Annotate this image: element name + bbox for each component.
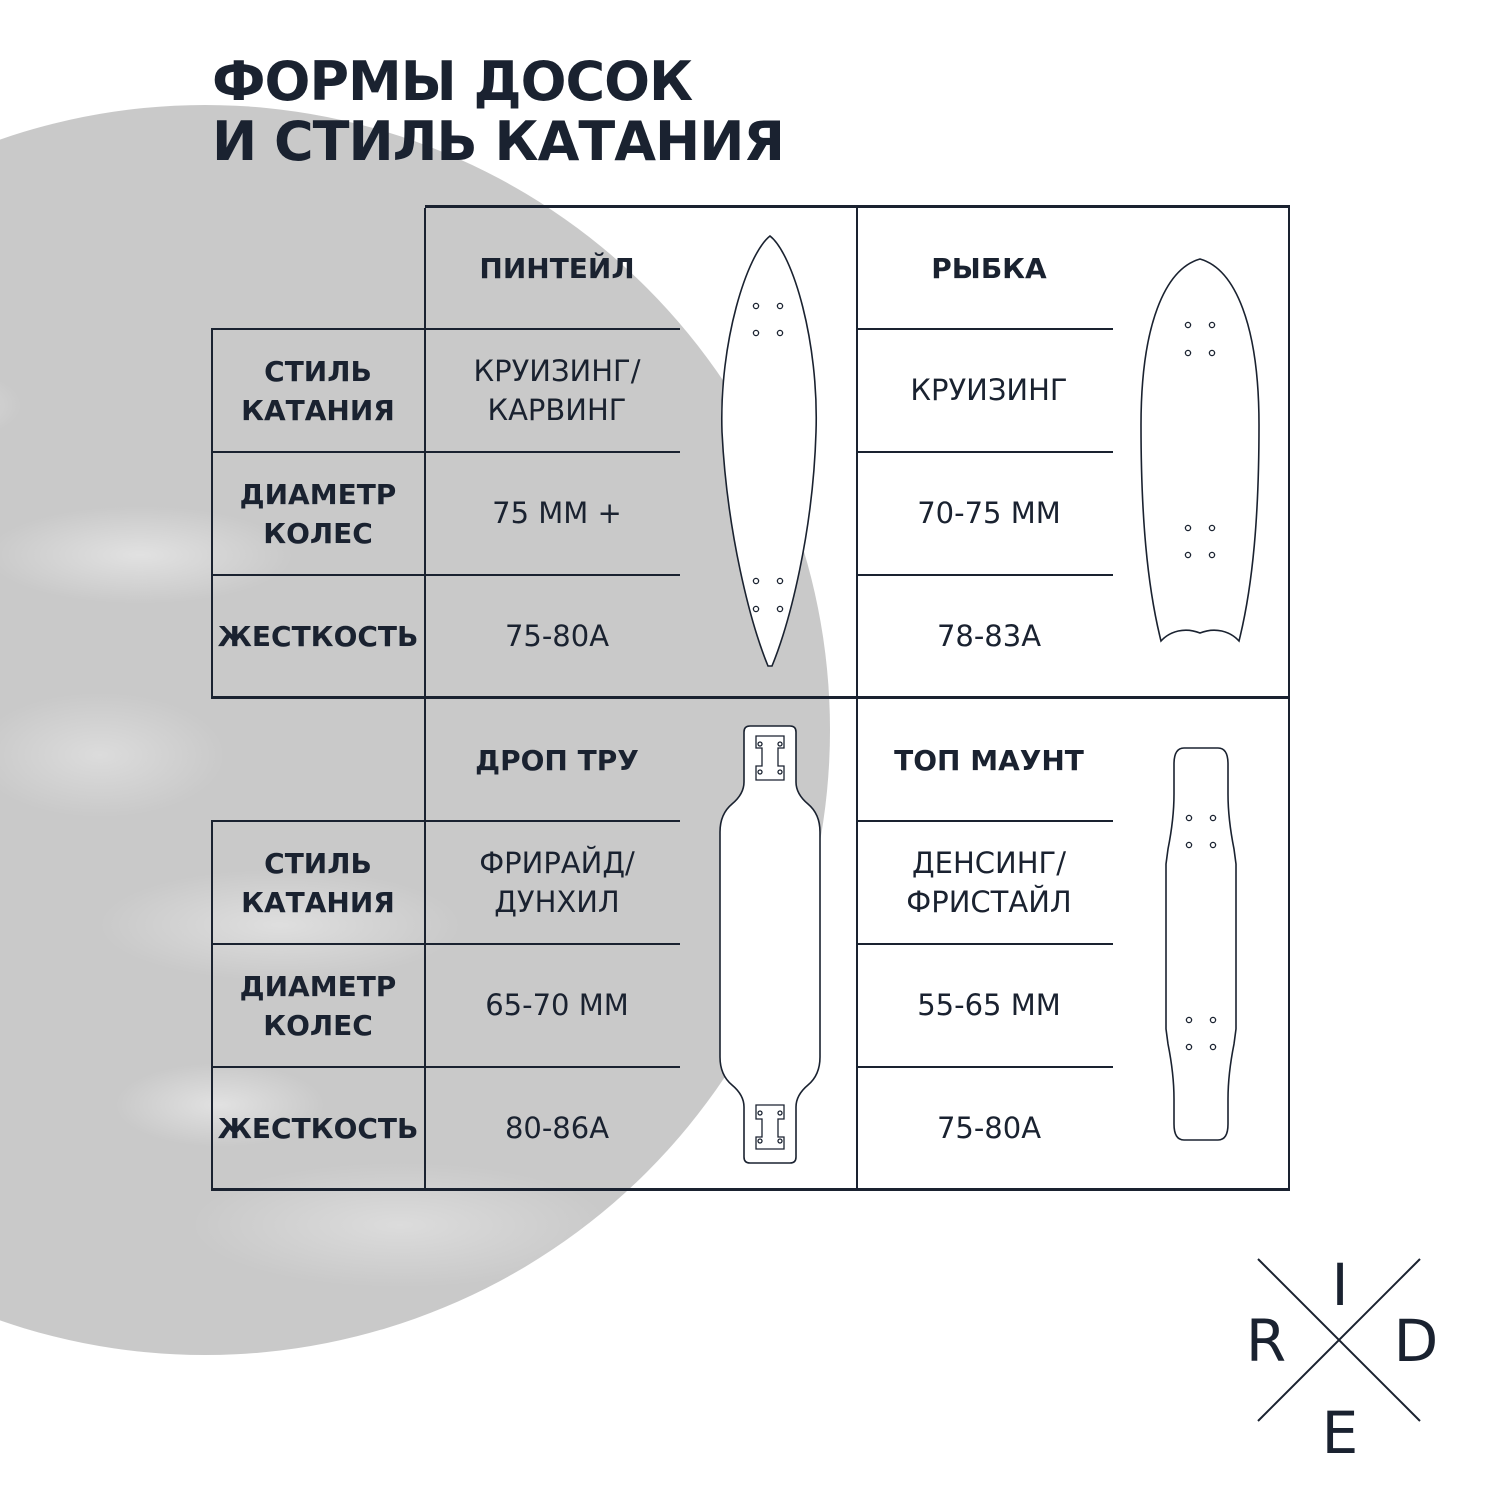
board-style-value: ДЕНСИНГ/ ФРИСТАЙЛ	[906, 845, 1072, 919]
row-label-style: СТИЛЬ КАТАНИЯ	[241, 846, 395, 919]
title-line-2: И СТИЛЬ КАТАНИЯ	[212, 110, 784, 173]
top-mount-board-icon	[1158, 744, 1244, 1144]
row-label-wheel-diameter: ДИАМЕТР КОЛЕС	[239, 969, 397, 1042]
table-middle-border	[211, 696, 1290, 699]
table-bottom-border	[211, 1188, 1290, 1191]
board-style-value: КРУИЗИНГ	[910, 373, 1068, 407]
logo-letter-left: R	[1245, 1307, 1287, 1375]
logo-letter-right: D	[1393, 1307, 1439, 1375]
table-right-border	[1288, 208, 1290, 1188]
fish-board-icon	[1135, 255, 1265, 650]
board-style-value: ФРИРАЙД/ ДУНХИЛ	[479, 845, 635, 919]
board-wheel-value: 75 ММ +	[492, 496, 622, 530]
logo-letter-top: I	[1331, 1251, 1349, 1319]
board-name-pintail: ПИНТЕЙЛ	[479, 251, 635, 285]
pintail-board-icon	[715, 232, 825, 672]
ride-logo	[1236, 1251, 1446, 1467]
board-style-value: КРУИЗИНГ/ КАРВИНГ	[473, 353, 641, 427]
drop-through-board-icon	[712, 722, 828, 1167]
board-hardness-value: 75-80А	[936, 1110, 1042, 1145]
board-name-top-mount: ТОП МАУНТ	[894, 743, 1084, 777]
logo-letter-bottom: E	[1321, 1399, 1359, 1467]
board-hardness-value: 80-86А	[504, 1110, 610, 1145]
row-label-hardness: ЖЕСТКОСТЬ	[217, 1111, 419, 1145]
board-wheel-value: 70-75 ММ	[917, 496, 1061, 530]
board-hardness-value: 78-83А	[936, 618, 1042, 653]
board-name-drop-through: ДРОП ТРУ	[475, 743, 639, 777]
title-line-1: ФОРМЫ ДОСОК	[212, 50, 693, 113]
page-title	[212, 52, 784, 172]
row-label-wheel-diameter: ДИАМЕТР КОЛЕС	[239, 477, 397, 550]
row-label-style: СТИЛЬ КАТАНИЯ	[241, 354, 395, 427]
board-hardness-value: 75-80А	[504, 618, 610, 653]
board-wheel-value: 65-70 ММ	[485, 988, 629, 1022]
row-label-hardness: ЖЕСТКОСТЬ	[217, 619, 419, 653]
board-name-fish: РЫБКА	[931, 251, 1047, 285]
board-wheel-value: 55-65 ММ	[917, 988, 1061, 1022]
